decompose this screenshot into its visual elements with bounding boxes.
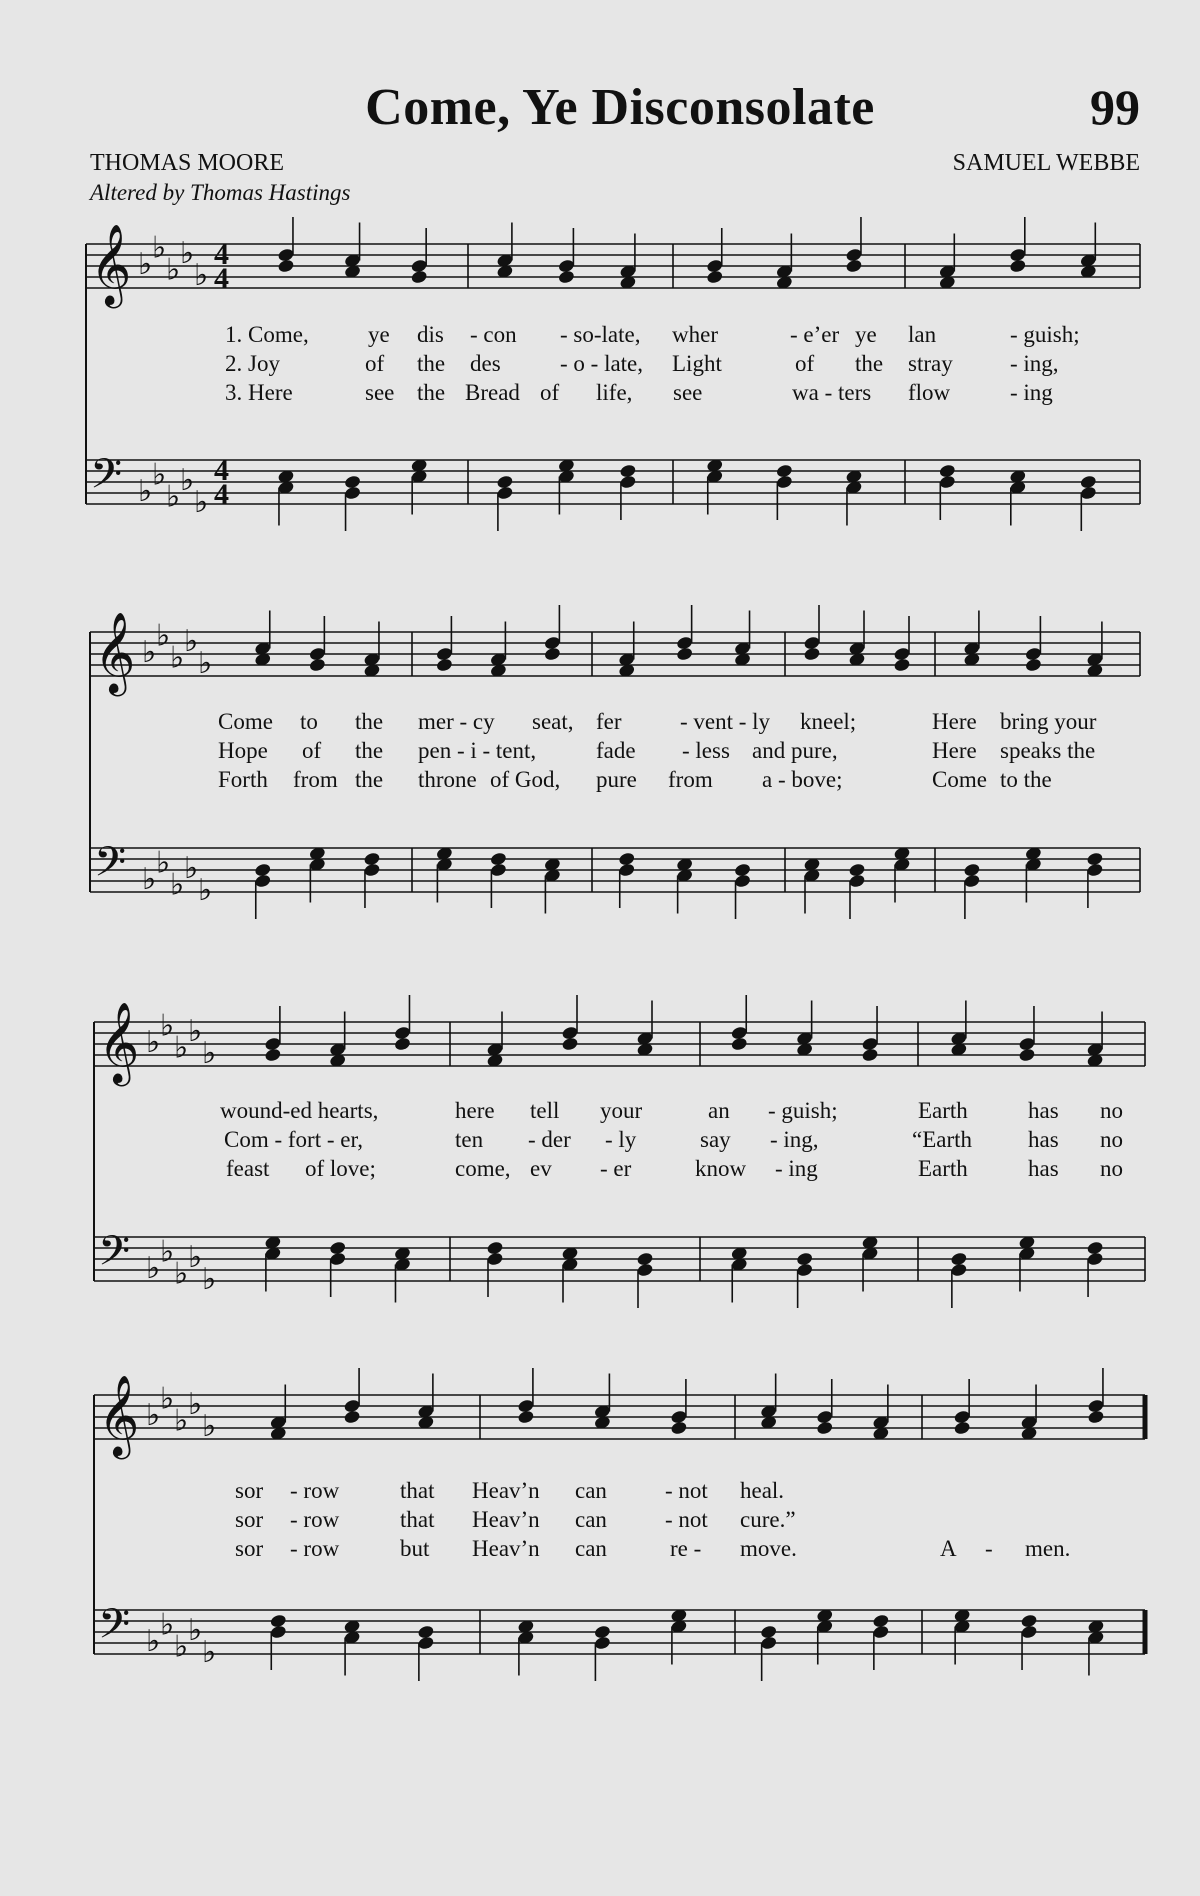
lyric-syllable: - not (665, 1478, 708, 1503)
treble-note (1009, 258, 1027, 273)
flat-icon: ♭ (194, 258, 209, 293)
treble-note (410, 269, 428, 284)
lyric-syllable: pen - i - tent, (418, 738, 537, 763)
lyric-syllable: flow (908, 380, 951, 405)
lyric-syllable: - vent - ly (680, 709, 771, 734)
flat-icon: ♭ (160, 1381, 175, 1417)
flat-icon: ♭ (156, 618, 171, 654)
lyric-syllable: the (417, 351, 446, 376)
flat-icon: ♭ (152, 230, 167, 266)
treble-note (1018, 1047, 1036, 1062)
lyric-syllable: - der (528, 1127, 571, 1152)
lyric-syllable: dis (417, 322, 444, 347)
flat-icon: ♭ (188, 1240, 203, 1275)
lyric-syllable: - o - late, (560, 351, 644, 376)
flat-icon: ♭ (184, 851, 199, 886)
time-signature-bottom: 4 (214, 262, 229, 295)
lyric-syllable: - not (665, 1507, 708, 1532)
lyric-syllable: Bread (465, 380, 520, 405)
lyric-alteration-credit: Altered by Thomas Hastings (90, 180, 351, 205)
lyric-syllable: sor (235, 1536, 264, 1561)
lyric-syllable: - (985, 1536, 993, 1561)
lyric-syllable: can (575, 1478, 607, 1503)
lyric-syllable: Come (218, 709, 273, 734)
lyric-syllable: the (355, 767, 384, 792)
flat-icon: ♭ (202, 1635, 217, 1670)
flat-icon: ♭ (174, 1256, 189, 1292)
lyric-syllable: wound-ed hearts, (220, 1098, 379, 1123)
flat-icon: ♭ (188, 1613, 203, 1648)
flat-icon: ♭ (180, 463, 195, 498)
lyric-syllable: 3. Here (225, 380, 293, 405)
lyric-syllable: heal. (740, 1478, 785, 1503)
lyric-syllable: - ly (605, 1127, 637, 1152)
flat-icon: ♭ (188, 1387, 203, 1422)
lyric-syllable: Heav’n (472, 1536, 540, 1561)
lyric-syllable: Com - fort - er, (224, 1127, 363, 1152)
lyric-syllable: throne (418, 767, 477, 792)
lyric-syllable: come, (455, 1156, 511, 1181)
flat-icon: ♭ (202, 1409, 217, 1444)
treble-note (803, 646, 821, 661)
lyric-syllable: can (575, 1507, 607, 1532)
lyric-syllable: Earth (918, 1098, 968, 1123)
lyric-syllable: feast (226, 1156, 270, 1181)
lyric-syllable: A (940, 1536, 957, 1561)
lyric-syllable: - row (290, 1478, 340, 1503)
lyric-syllable: Here (932, 738, 977, 763)
lyric-syllable: ten (455, 1127, 484, 1152)
bass-clef-icon: 𝄢 (94, 838, 127, 896)
lyric-syllable: bring your (1000, 709, 1097, 734)
lyric-syllable: 1. Come, (225, 322, 309, 347)
lyric-syllable: - ing (775, 1156, 818, 1181)
lyric-syllable: that (400, 1507, 435, 1532)
lyric-syllable: of (540, 380, 560, 405)
lyric-syllable: - con (470, 322, 517, 347)
hymn-title: Come, Ye Disconsolate (365, 79, 875, 136)
flat-icon: ♭ (146, 1251, 161, 1286)
time-signature-top: 4 (214, 238, 229, 271)
treble-note (1087, 1409, 1105, 1424)
treble-note (308, 657, 326, 672)
treble-clef-icon: 𝄞 (94, 611, 136, 693)
lyric-syllable: can (575, 1536, 607, 1561)
time-signature-top: 4 (214, 454, 229, 487)
flat-icon: ♭ (198, 873, 213, 908)
lyric-syllable: ye (855, 322, 877, 347)
lyric-syllable: 2. Joy (225, 351, 280, 376)
flat-icon: ♭ (138, 474, 153, 509)
lyric-syllable: fer (596, 709, 622, 734)
treble-note (264, 1047, 282, 1062)
bass-clef-icon: 𝄢 (98, 1600, 131, 1658)
treble-note (730, 1036, 748, 1051)
lyric-syllable: Earth (918, 1156, 968, 1181)
lyric-syllable: a - bove; (762, 767, 843, 792)
flat-icon: ♭ (138, 247, 153, 282)
lyric-syllable: has (1028, 1127, 1059, 1152)
lyric-syllable: life, (596, 380, 633, 405)
treble-note (953, 1420, 971, 1435)
lyric-syllable: sor (235, 1507, 264, 1532)
lyric-syllable: an (708, 1098, 730, 1123)
lyric-syllable: tell (530, 1098, 560, 1123)
flat-icon: ♭ (202, 1036, 217, 1071)
lyric-syllable: see (673, 380, 703, 405)
treble-note (816, 1420, 834, 1435)
lyric-syllable: Hope (218, 738, 268, 763)
lyric-syllable: Heav’n (472, 1478, 540, 1503)
flat-icon: ♭ (160, 1607, 175, 1643)
flat-icon: ♭ (146, 1398, 161, 1433)
lyric-syllable: sor (235, 1478, 264, 1503)
flat-icon: ♭ (146, 1025, 161, 1060)
lyric-syllable: say (700, 1127, 731, 1152)
treble-note (670, 1420, 688, 1435)
lyric-syllable: Heav’n (472, 1507, 540, 1532)
treble-note (893, 657, 911, 672)
treble-note (394, 1036, 412, 1051)
flat-icon: ♭ (174, 1030, 189, 1066)
treble-note (706, 269, 724, 284)
flat-icon: ♭ (160, 1234, 175, 1270)
lyric-syllable: wa - ters (792, 380, 872, 405)
lyric-syllable: no (1100, 1156, 1123, 1181)
lyric-syllable: - guish; (1010, 322, 1080, 347)
lyric-syllable: - row (290, 1507, 340, 1532)
lyric-syllable: wher (672, 322, 718, 347)
lyric-syllable: - ing, (1010, 351, 1059, 376)
lyric-syllable: - e’er (790, 322, 840, 347)
lyric-syllable: men. (1025, 1536, 1071, 1561)
lyric-syllable: of (365, 351, 385, 376)
flat-icon: ♭ (198, 646, 213, 681)
lyric-syllable: - row (290, 1536, 340, 1561)
lyric-syllable: cure.” (740, 1507, 796, 1532)
lyric-syllable: re - (670, 1536, 702, 1561)
treble-clef-icon: 𝄞 (90, 223, 132, 305)
lyric-syllable: has (1028, 1098, 1059, 1123)
lyric-syllable: the (355, 738, 384, 763)
lyric-syllable: the (417, 380, 446, 405)
flat-icon: ♭ (202, 1262, 217, 1297)
treble-note (561, 1036, 579, 1051)
flat-icon: ♭ (174, 1629, 189, 1665)
lyric-syllable: to the (1000, 767, 1052, 792)
lyric-syllable: of God, (490, 767, 561, 792)
treble-note (543, 646, 561, 661)
flat-icon: ♭ (170, 867, 185, 903)
flat-icon: ♭ (174, 1403, 189, 1439)
lyric-syllable: no (1100, 1098, 1123, 1123)
lyric-syllable: the (855, 351, 884, 376)
lyric-syllable: kneel; (800, 709, 857, 734)
lyric-syllable: no (1100, 1127, 1123, 1152)
flat-icon: ♭ (142, 862, 157, 897)
flat-icon: ♭ (146, 1624, 161, 1659)
lyric-syllable: ev (530, 1156, 552, 1181)
lyric-syllable: stray (908, 351, 953, 376)
flat-icon: ♭ (194, 485, 209, 520)
lyric-syllable: here (455, 1098, 495, 1123)
lyric-syllable: and pure, (752, 738, 838, 763)
treble-clef-icon: 𝄞 (98, 1374, 140, 1456)
hymn-number: 99 (1090, 79, 1140, 135)
lyricist: THOMAS MOORE (90, 150, 285, 176)
bass-clef-icon: 𝄢 (90, 450, 123, 508)
lyric-syllable: - less (682, 738, 730, 763)
lyric-syllable: Here (932, 709, 977, 734)
treble-note (343, 1409, 361, 1424)
lyric-syllable: - so-late, (560, 322, 641, 347)
flat-icon: ♭ (152, 457, 167, 493)
flat-icon: ♭ (184, 624, 199, 659)
lyric-syllable: lan (908, 322, 937, 347)
treble-clef-icon: 𝄞 (98, 1001, 140, 1083)
bass-clef-icon: 𝄢 (98, 1227, 131, 1285)
lyric-syllable: ye (368, 322, 390, 347)
flat-icon: ♭ (166, 479, 181, 515)
flat-icon: ♭ (166, 252, 181, 288)
lyric-syllable: move. (740, 1536, 797, 1561)
treble-note (1024, 657, 1042, 672)
lyric-syllable: the (355, 709, 384, 734)
time-signature-bottom: 4 (214, 478, 229, 511)
lyric-syllable: “Earth (912, 1127, 973, 1152)
flat-icon: ♭ (170, 640, 185, 676)
lyric-syllable: speaks the (1000, 738, 1096, 763)
lyric-syllable: but (400, 1536, 430, 1561)
lyric-syllable: - guish; (768, 1098, 838, 1123)
lyric-syllable: Forth (218, 767, 268, 792)
composer: SAMUEL WEBBE (952, 150, 1140, 176)
lyric-syllable: has (1028, 1156, 1059, 1181)
treble-note (557, 269, 575, 284)
treble-note (861, 1047, 879, 1062)
lyric-syllable: of (302, 738, 322, 763)
lyric-syllable: to (300, 709, 318, 734)
lyric-syllable: pure (596, 767, 637, 792)
flat-icon: ♭ (142, 635, 157, 670)
lyric-syllable: seat, (532, 709, 574, 734)
lyric-syllable: of love; (305, 1156, 376, 1181)
lyric-syllable: - ing (1010, 380, 1053, 405)
treble-note (676, 646, 694, 661)
flat-icon: ♭ (156, 845, 171, 881)
lyric-syllable: - er (600, 1156, 632, 1181)
lyric-syllable: des (470, 351, 501, 376)
lyric-syllable: your (600, 1098, 643, 1123)
lyric-syllable: from (668, 767, 713, 792)
lyric-syllable: see (365, 380, 395, 405)
lyric-syllable: that (400, 1478, 435, 1503)
treble-note (277, 258, 295, 273)
lyric-syllable: know (695, 1156, 747, 1181)
treble-note (435, 657, 453, 672)
lyric-syllable: - ing, (770, 1127, 819, 1152)
lyric-syllable: of (795, 351, 815, 376)
lyric-syllable: fade (596, 738, 636, 763)
treble-note (517, 1409, 535, 1424)
flat-icon: ♭ (180, 236, 195, 271)
lyric-syllable: Light (672, 351, 722, 376)
flat-icon: ♭ (188, 1014, 203, 1049)
lyric-syllable: from (293, 767, 338, 792)
treble-note (845, 258, 863, 273)
lyric-syllable: mer - cy (418, 709, 495, 734)
lyric-syllable: Come (932, 767, 987, 792)
flat-icon: ♭ (160, 1008, 175, 1044)
